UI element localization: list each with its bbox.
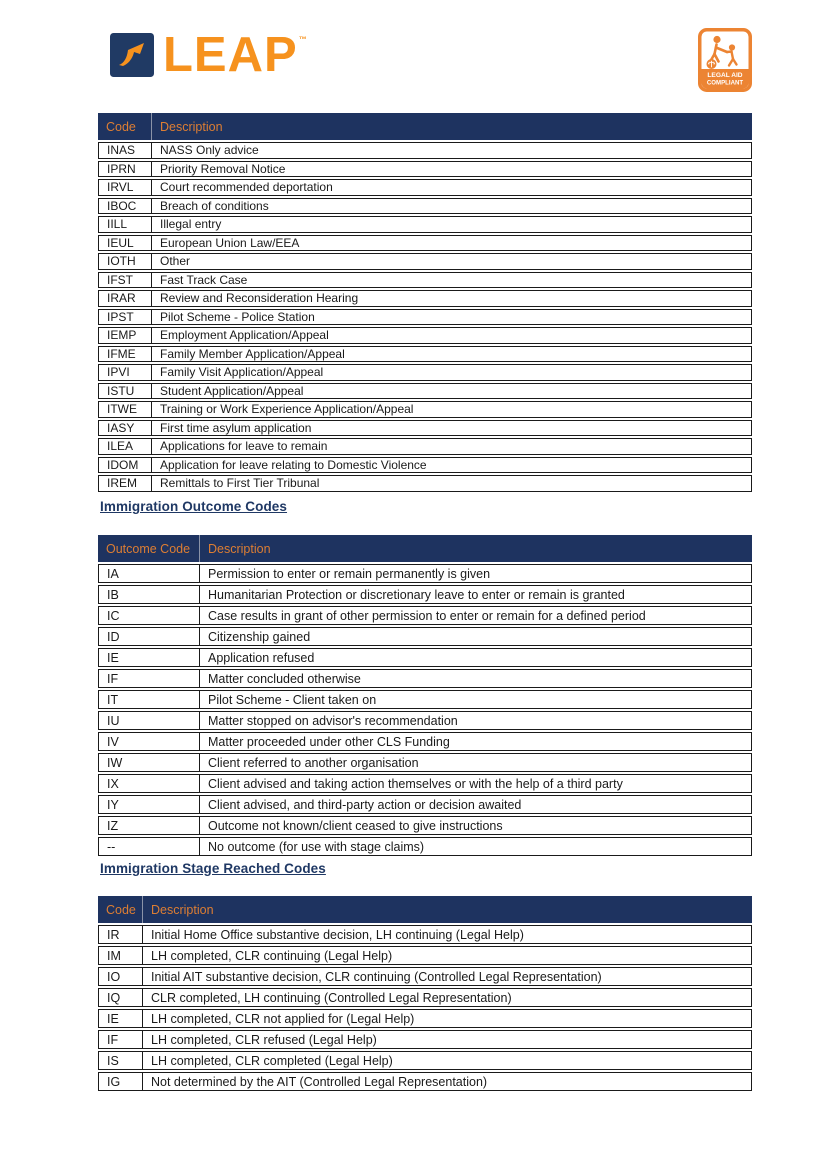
description-cell: Other: [152, 253, 752, 270]
code-cell: IFME: [98, 346, 152, 363]
table-row: [98, 795, 752, 814]
code-cell: IOTH: [98, 253, 152, 270]
immigration-stage-reached-codes-heading: Immigration Stage Reached Codes: [100, 861, 326, 876]
code-cell: IO: [98, 967, 143, 986]
description-cell: Court recommended deportation: [152, 179, 752, 196]
table-row: [98, 1072, 752, 1091]
description-column-header: Description: [200, 535, 752, 562]
description-cell: Application refused: [200, 648, 752, 667]
description-cell: Remittals to First Tier Tribunal: [152, 475, 752, 492]
description-cell: Application for leave relating to Domestic Violence: [152, 457, 752, 474]
code-cell: IBOC: [98, 198, 152, 215]
code-cell: IQ: [98, 988, 143, 1007]
code-cell: IF: [98, 669, 200, 688]
table-row: [98, 564, 752, 583]
immigration-matter-codes-table: [98, 111, 752, 494]
description-cell: Humanitarian Protection or discretionary leave to enter or remain is granted: [200, 585, 752, 604]
code-cell: IPVI: [98, 364, 152, 381]
table-row: [98, 732, 752, 751]
description-cell: Training or Work Experience Application/Appeal: [152, 401, 752, 418]
description-cell: Pilot Scheme - Client taken on: [200, 690, 752, 709]
table-row: [98, 774, 752, 793]
description-cell: Initial Home Office substantive decision, LH continuing (Legal Help): [143, 925, 752, 944]
table-row: [98, 253, 752, 270]
table-row: [98, 216, 752, 233]
table-row: [98, 967, 752, 986]
leap-logo-text: LEAP: [163, 28, 298, 82]
table-row: [98, 235, 752, 252]
code-cell: IASY: [98, 420, 152, 437]
table-row: [98, 272, 752, 289]
table-row: [98, 627, 752, 646]
code-cell: IRAR: [98, 290, 152, 307]
table-row: [98, 690, 752, 709]
code-cell: IF: [98, 1030, 143, 1049]
code-cell: IS: [98, 1051, 143, 1070]
description-cell: Initial AIT substantive decision, CLR continuing (Controlled Legal Representation): [143, 967, 752, 986]
code-column-header: Code: [98, 113, 152, 140]
description-cell: Pilot Scheme - Police Station: [152, 309, 752, 326]
description-cell: Matter stopped on advisor's recommendation: [200, 711, 752, 730]
badge-line1: LEGAL AID: [707, 71, 743, 79]
code-cell: IE: [98, 1009, 143, 1028]
description-cell: Family Member Application/Appeal: [152, 346, 752, 363]
code-cell: IR: [98, 925, 143, 944]
table-row: [98, 925, 752, 944]
table-row: [98, 669, 752, 688]
code-column-header: Code: [98, 896, 143, 923]
header-row: [98, 896, 752, 923]
table-row: [98, 179, 752, 196]
description-cell: Client referred to another organisation: [200, 753, 752, 772]
code-cell: IX: [98, 774, 200, 793]
description-cell: First time asylum application: [152, 420, 752, 437]
code-cell: IU: [98, 711, 200, 730]
code-cell: IM: [98, 946, 143, 965]
description-cell: LH completed, CLR continuing (Legal Help): [143, 946, 752, 965]
description-column-header: Description: [143, 896, 752, 923]
description-cell: Matter proceeded under other CLS Funding: [200, 732, 752, 751]
table-row: [98, 585, 752, 604]
code-cell: IZ: [98, 816, 200, 835]
trademark-symbol: ™: [298, 35, 307, 44]
description-cell: No outcome (for use with stage claims): [200, 837, 752, 856]
description-cell: Fast Track Case: [152, 272, 752, 289]
code-cell: IPST: [98, 309, 152, 326]
table-row: [98, 475, 752, 492]
leap-logo: [110, 28, 307, 82]
code-cell: IT: [98, 690, 200, 709]
code-cell: ITWE: [98, 401, 152, 418]
code-cell: IREM: [98, 475, 152, 492]
description-cell: Client advised and taking action themselves or with the help of a third party: [200, 774, 752, 793]
description-cell: Breach of conditions: [152, 198, 752, 215]
table-row: [98, 198, 752, 215]
table-row: [98, 438, 752, 455]
code-cell: --: [98, 837, 200, 856]
code-cell: ID: [98, 627, 200, 646]
description-cell: Priority Removal Notice: [152, 161, 752, 178]
code-cell: IE: [98, 648, 200, 667]
code-cell: INAS: [98, 142, 152, 159]
table-row: [98, 816, 752, 835]
code-cell: IV: [98, 732, 200, 751]
description-column-header: Description: [152, 113, 752, 140]
code-cell: IEUL: [98, 235, 152, 252]
code-cell: ILEA: [98, 438, 152, 455]
description-cell: Employment Application/Appeal: [152, 327, 752, 344]
header-row: [98, 535, 752, 562]
description-cell: European Union Law/EEA: [152, 235, 752, 252]
immigration-stage-reached-codes-table: [98, 894, 752, 1093]
table-row: [98, 457, 752, 474]
code-column-header: Outcome Code: [98, 535, 200, 562]
description-cell: NASS Only advice: [152, 142, 752, 159]
description-cell: LH completed, CLR completed (Legal Help): [143, 1051, 752, 1070]
code-cell: IW: [98, 753, 200, 772]
description-cell: Permission to enter or remain permanently is given: [200, 564, 752, 583]
table-row: [98, 161, 752, 178]
description-cell: Case results in grant of other permission to enter or remain for a defined period: [200, 606, 752, 625]
code-cell: IC: [98, 606, 200, 625]
table-row: [98, 346, 752, 363]
table-row: [98, 711, 752, 730]
description-cell: Review and Reconsideration Hearing: [152, 290, 752, 307]
table-row: [98, 946, 752, 965]
table-row: [98, 383, 752, 400]
code-cell: IB: [98, 585, 200, 604]
table-row: [98, 1009, 752, 1028]
leap-logo-mark-icon: [110, 33, 154, 77]
immigration-outcome-codes-table: [98, 533, 752, 858]
description-cell: Applications for leave to remain: [152, 438, 752, 455]
code-cell: IG: [98, 1072, 143, 1091]
description-cell: LH completed, CLR not applied for (Legal Help): [143, 1009, 752, 1028]
code-cell: IEMP: [98, 327, 152, 344]
table-row: [98, 401, 752, 418]
legal-aid-compliant-badge: [698, 28, 752, 92]
table-row: [98, 327, 752, 344]
table-row: [98, 648, 752, 667]
code-cell: IDOM: [98, 457, 152, 474]
code-cell: IY: [98, 795, 200, 814]
table-row: [98, 606, 752, 625]
description-cell: CLR completed, LH continuing (Controlled Legal Representation): [143, 988, 752, 1007]
code-cell: ISTU: [98, 383, 152, 400]
table-row: [98, 364, 752, 381]
description-cell: Citizenship gained: [200, 627, 752, 646]
scales-of-justice-icon: [707, 59, 717, 69]
table-row: [98, 753, 752, 772]
code-cell: IA: [98, 564, 200, 583]
table-row: [98, 837, 752, 856]
code-cell: IPRN: [98, 161, 152, 178]
table-row: [98, 420, 752, 437]
description-cell: Not determined by the AIT (Controlled Legal Representation): [143, 1072, 752, 1091]
description-cell: Matter concluded otherwise: [200, 669, 752, 688]
code-cell: IRVL: [98, 179, 152, 196]
code-cell: IFST: [98, 272, 152, 289]
immigration-outcome-codes-heading: Immigration Outcome Codes: [100, 499, 288, 514]
description-cell: Family Visit Application/Appeal: [152, 364, 752, 381]
table-row: [98, 290, 752, 307]
description-cell: Client advised, and third-party action or decision awaited: [200, 795, 752, 814]
header-row: [98, 113, 752, 140]
description-cell: Illegal entry: [152, 216, 752, 233]
table-row: [98, 1030, 752, 1049]
badge-line2: COMPLIANT: [706, 79, 744, 87]
table-row: [98, 142, 752, 159]
table-row: [98, 988, 752, 1007]
code-cell: IILL: [98, 216, 152, 233]
table-row: [98, 309, 752, 326]
table-row: [98, 1051, 752, 1070]
description-cell: LH completed, CLR refused (Legal Help): [143, 1030, 752, 1049]
description-cell: Outcome not known/client ceased to give instructions: [200, 816, 752, 835]
description-cell: Student Application/Appeal: [152, 383, 752, 400]
